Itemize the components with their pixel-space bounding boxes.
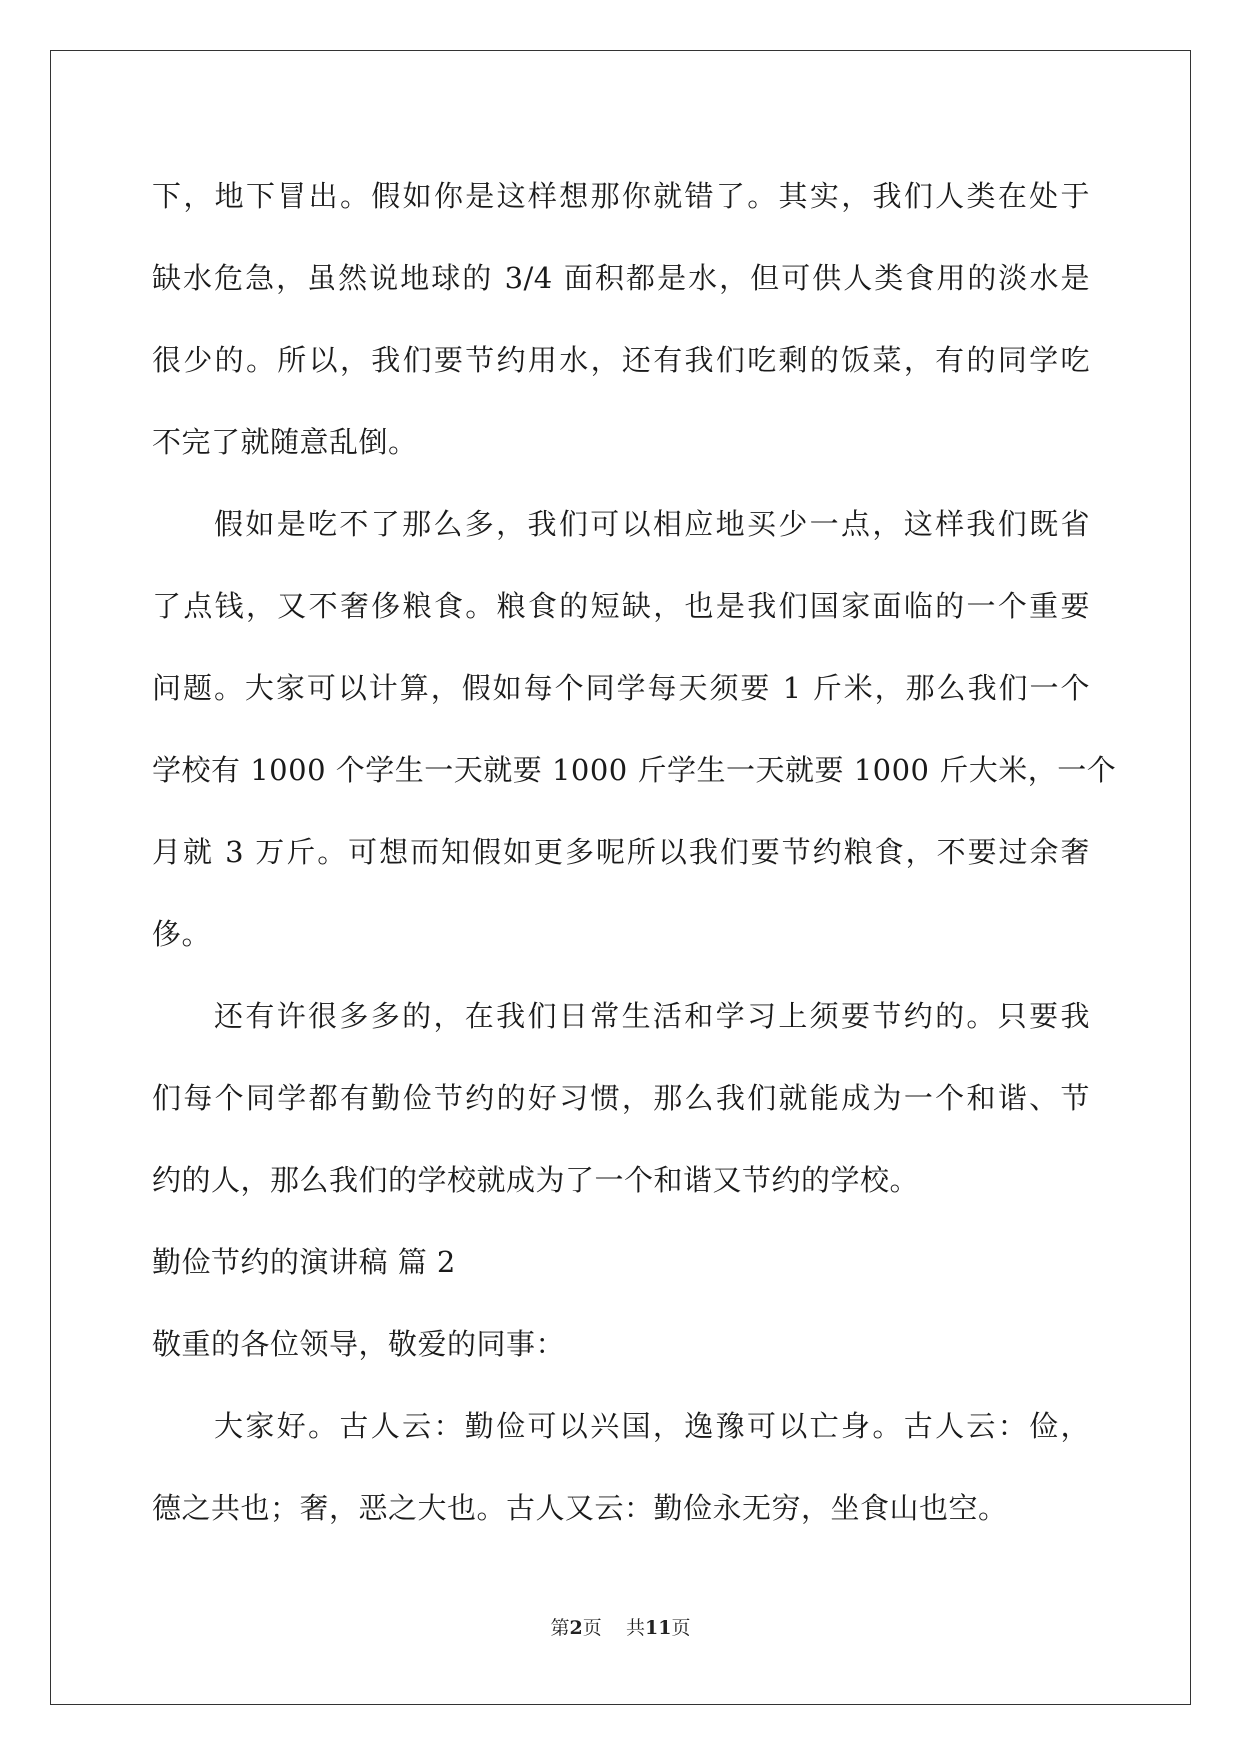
- text-line: 敬重的各位领导，敬爱的同事：: [152, 1327, 566, 1361]
- page-footer: [0, 1613, 1241, 1640]
- text-line: 假如是吃不了那么多，我们可以相应地买少一点，这样我们既省: [214, 507, 1090, 541]
- text-line: 不完了就随意乱倒。: [152, 425, 418, 459]
- footer-page-suffix: 页: [582, 1617, 602, 1639]
- footer-page-number: 2: [569, 1617, 583, 1639]
- text-line: 问题。大家可以计算，假如每个同学每天须要 1 斤米，那么我们一个: [152, 671, 1090, 705]
- footer-page-prefix: 第: [550, 1617, 570, 1639]
- text-line: 德之共也；奢，恶之大也。古人又云：勤俭永无穷，坐食山也空。: [152, 1491, 1008, 1525]
- text-line: 们每个同学都有勤俭节约的好习惯，那么我们就能成为一个和谐、节: [152, 1081, 1090, 1115]
- text-line: 月就 3 万斤。可想而知假如更多呢所以我们要节约粮食，不要过余奢: [152, 835, 1090, 869]
- text-line: 勤俭节约的演讲稿 篇 2: [152, 1245, 456, 1279]
- text-line: 下，地下冒出。假如你是这样想那你就错了。其实，我们人类在处于: [152, 179, 1090, 213]
- text-line: 缺水危急，虽然说地球的 3/4 面积都是水，但可供人类食用的淡水是: [152, 261, 1090, 295]
- text-line: 还有许很多多的，在我们日常生活和学习上须要节约的。只要我: [214, 999, 1090, 1033]
- text-line: 约的人，那么我们的学校就成为了一个和谐又节约的学校。: [152, 1163, 920, 1197]
- footer-total-prefix: 共: [625, 1617, 645, 1639]
- document-body: [152, 155, 1117, 1549]
- text-line: 很少的。所以，我们要节约用水，还有我们吃剩的饭菜，有的同学吃: [152, 343, 1090, 377]
- footer-total-suffix: 页: [671, 1617, 691, 1639]
- text-line: 大家好。古人云：勤俭可以兴国，逸豫可以亡身。古人云：俭，: [214, 1409, 1090, 1443]
- text-line: 学校有 1000 个学生一天就要 1000 斤学生一天就要 1000 斤大米，一个: [152, 753, 1117, 787]
- text-line: 侈。: [152, 917, 212, 951]
- text-line: 了点钱，又不奢侈粮食。粮食的短缺，也是我们国家面临的一个重要: [152, 589, 1090, 623]
- footer-total-pages: 11: [644, 1617, 672, 1639]
